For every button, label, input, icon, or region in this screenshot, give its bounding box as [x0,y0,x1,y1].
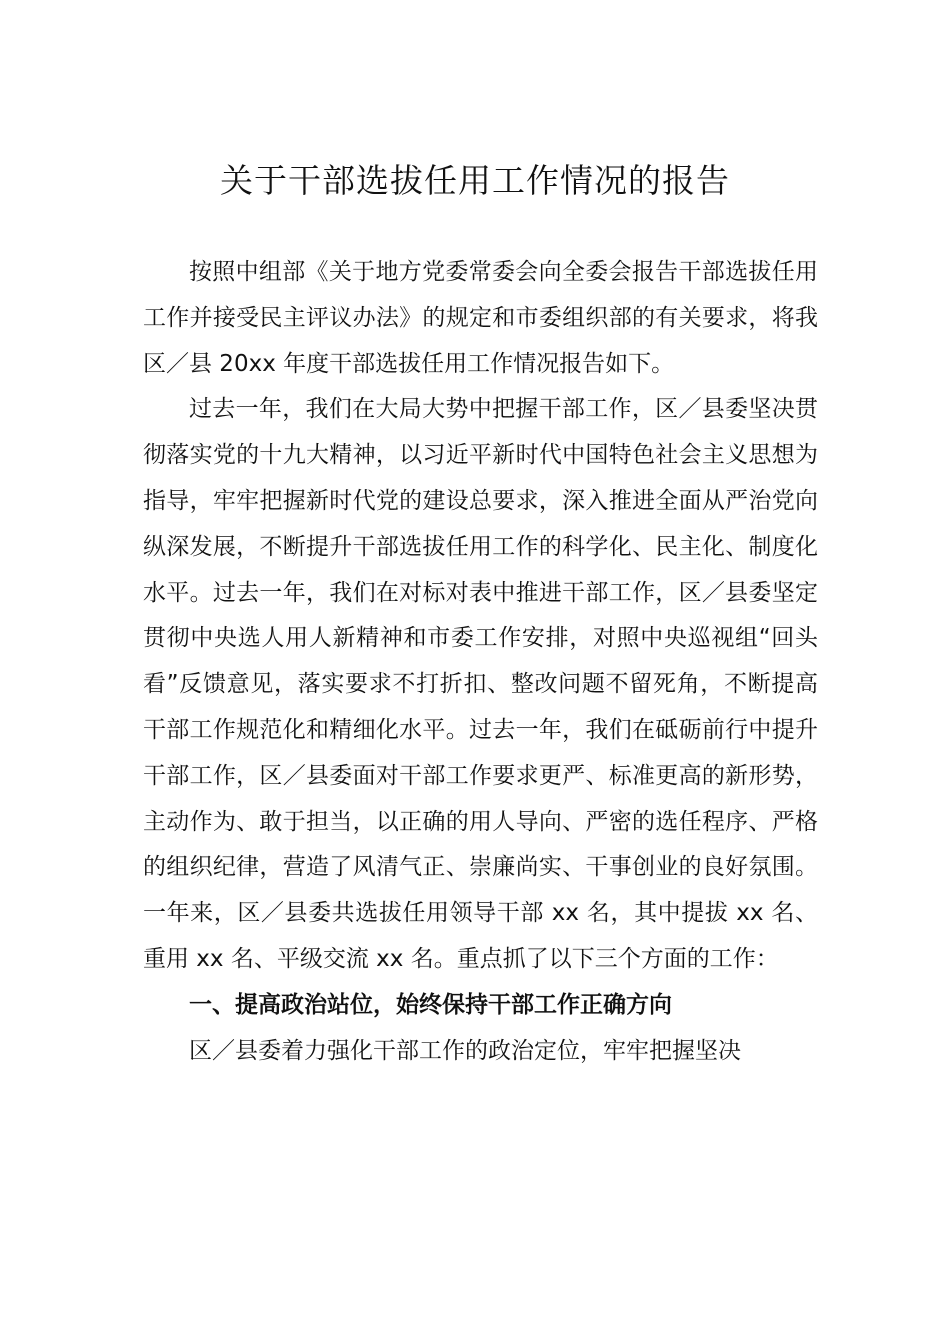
section-heading: 一、提高政治站位，始终保持干部工作正确方向 [189,991,672,1018]
summary-paragraph: 过去一年，我们在大局大势中把握干部工作，区／县委坚决贯彻落实党的十九大精神，以习近平新时代中国特色社会主义思想为指导，牢牢把握新时代党的建设总要求，深入推进全面从严治党向纵深发展，不断提升干部选拔任用工作的科学化、民主化、制度化水平。过去一年，我们在对标对表中推进干部工作，区／县委坚定贯彻中央选人用人新精神和市委工作安排，对照中央巡视组“回头看”反馈意见，落实要求不打折扣、整改问题不留死角，不断提高干部工作规范化和精细化水平。过去一年，我们在砥砺前行中提升干部工作，区／县委面对干部工作要求更严、标准更高的新形势， 主动作为、敢于担当，以正确的用人导向、严密的选任程序、严格的组织纪律，营造了风清气正、崇廉尚实、干事创业的良好氛围。一年来，区／县委共选拔任用领导干部 xx 名，其中提拔 xx 名、重用 xx 名、平级交流 xx 名。重点抓了以下三个方面的工作： [143,396,818,972]
document-title: 关于干部选拔任用工作情况的报告 [220,161,730,200]
intro-paragraph: 按照中组部《关于地方党委常委会向全委会报告干部选拔任用工作并接受民主评议办法》的规定和市委组织部的有关要求，将我区／县 20xx 年度干部选拔任用工作情况报告如下。 [143,259,818,377]
section-paragraph: 区／县委着力强化干部工作的政治定位，牢牢把握坚决 [189,1037,741,1064]
document-body [143,250,818,1074]
